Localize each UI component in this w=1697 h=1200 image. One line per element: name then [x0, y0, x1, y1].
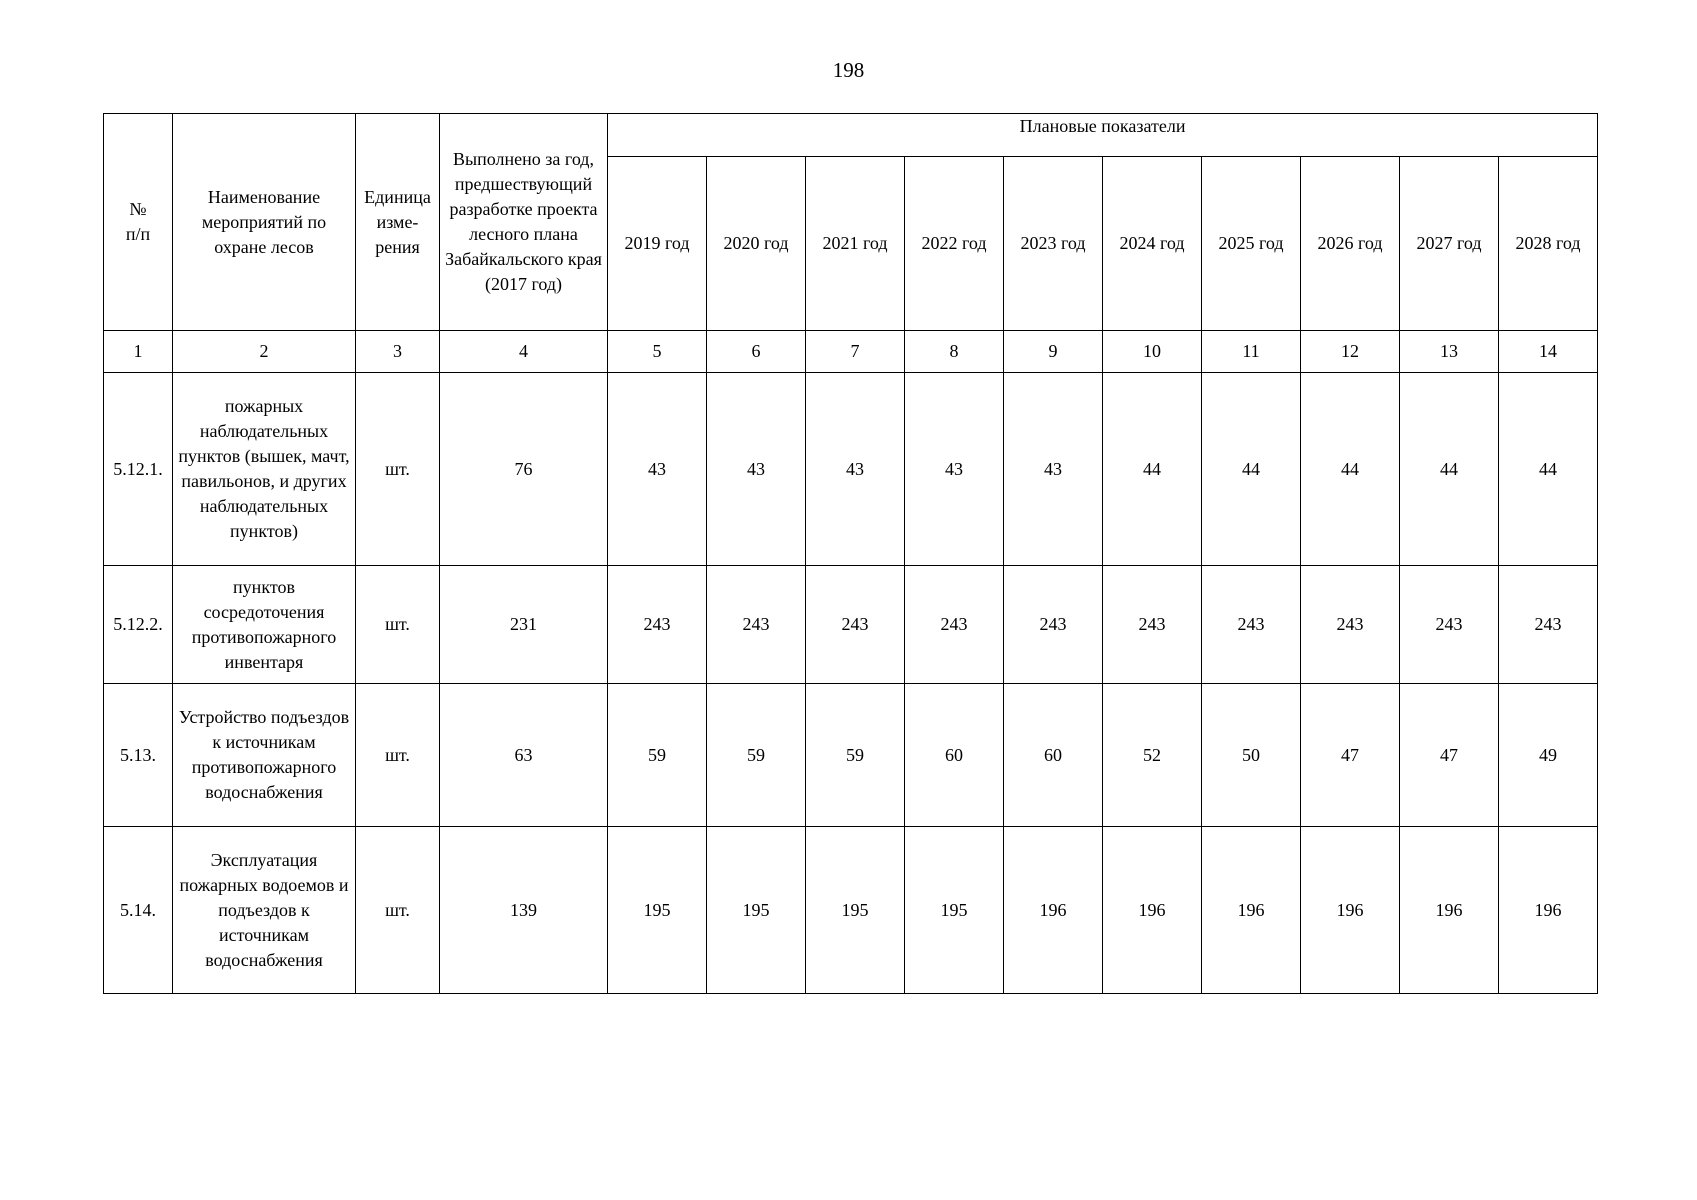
row-value: 59 — [806, 684, 905, 827]
header-year: 2026 год — [1301, 157, 1400, 331]
row-value: 43 — [608, 373, 707, 566]
header-year: 2019 год — [608, 157, 707, 331]
header-row-1 — [104, 114, 1598, 157]
column-number: 11 — [1202, 331, 1301, 373]
row-unit: шт. — [356, 684, 440, 827]
column-number: 8 — [905, 331, 1004, 373]
column-number: 6 — [707, 331, 806, 373]
header-year: 2020 год — [707, 157, 806, 331]
row-value: 243 — [1202, 566, 1301, 684]
header-number: № п/п — [104, 114, 173, 331]
header-year: 2025 год — [1202, 157, 1301, 331]
row-value: 59 — [707, 684, 806, 827]
row-number: 5.12.2. — [104, 566, 173, 684]
table-row — [104, 827, 1598, 994]
header-unit: Единица изме-рения — [356, 114, 440, 331]
column-number: 12 — [1301, 331, 1400, 373]
column-number: 3 — [356, 331, 440, 373]
row-value: 60 — [905, 684, 1004, 827]
row-name: Эксплуатация пожарных водоемов и подъездов к источникам водоснабжения — [173, 827, 356, 994]
row-value: 243 — [1004, 566, 1103, 684]
table-row — [104, 566, 1598, 684]
row-done: 63 — [440, 684, 608, 827]
row-value: 195 — [707, 827, 806, 994]
row-value: 44 — [1499, 373, 1598, 566]
table-row — [104, 373, 1598, 566]
row-value: 196 — [1400, 827, 1499, 994]
column-number: 1 — [104, 331, 173, 373]
row-number: 5.13. — [104, 684, 173, 827]
header-year: 2022 год — [905, 157, 1004, 331]
row-done: 76 — [440, 373, 608, 566]
header-year: 2028 год — [1499, 157, 1598, 331]
row-value: 243 — [1400, 566, 1499, 684]
row-unit: шт. — [356, 566, 440, 684]
column-number-row — [104, 331, 1598, 373]
column-number: 7 — [806, 331, 905, 373]
row-value: 50 — [1202, 684, 1301, 827]
row-number: 5.14. — [104, 827, 173, 994]
row-value: 196 — [1202, 827, 1301, 994]
row-value: 43 — [707, 373, 806, 566]
row-value: 44 — [1103, 373, 1202, 566]
row-value: 243 — [806, 566, 905, 684]
row-value: 47 — [1301, 684, 1400, 827]
row-value: 52 — [1103, 684, 1202, 827]
plan-indicators-table — [103, 113, 1598, 994]
column-number: 9 — [1004, 331, 1103, 373]
row-value: 43 — [806, 373, 905, 566]
row-value: 49 — [1499, 684, 1598, 827]
row-done: 231 — [440, 566, 608, 684]
row-value: 44 — [1400, 373, 1499, 566]
row-value: 196 — [1103, 827, 1202, 994]
header-done-2017: Выполнено за год, предшествующий разработке проекта лесного плана Забайкальского края (2017 год) — [440, 114, 608, 331]
column-number: 4 — [440, 331, 608, 373]
header-plan: Плановые показатели — [608, 114, 1598, 157]
row-name: Устройство подъездов к источникам противопожарного водоснабжения — [173, 684, 356, 827]
row-value: 47 — [1400, 684, 1499, 827]
row-value: 60 — [1004, 684, 1103, 827]
row-number: 5.12.1. — [104, 373, 173, 566]
row-unit: шт. — [356, 373, 440, 566]
row-value: 195 — [905, 827, 1004, 994]
row-value: 196 — [1301, 827, 1400, 994]
row-value: 243 — [1103, 566, 1202, 684]
row-value: 43 — [1004, 373, 1103, 566]
row-unit: шт. — [356, 827, 440, 994]
row-name: пожарных наблюдательных пунктов (вышек, мачт, павильонов, и других наблюдательных пунктов) — [173, 373, 356, 566]
row-value: 44 — [1301, 373, 1400, 566]
column-number: 2 — [173, 331, 356, 373]
row-value: 196 — [1499, 827, 1598, 994]
header-year: 2024 год — [1103, 157, 1202, 331]
row-value: 195 — [806, 827, 905, 994]
row-name: пунктов сосредоточения противопожарного инвентаря — [173, 566, 356, 684]
column-number: 13 — [1400, 331, 1499, 373]
row-value: 243 — [608, 566, 707, 684]
column-number: 14 — [1499, 331, 1598, 373]
row-value: 59 — [608, 684, 707, 827]
row-value: 243 — [905, 566, 1004, 684]
row-value: 196 — [1004, 827, 1103, 994]
row-value: 195 — [608, 827, 707, 994]
row-value: 243 — [1301, 566, 1400, 684]
header-year: 2027 год — [1400, 157, 1499, 331]
row-value: 243 — [707, 566, 806, 684]
row-done: 139 — [440, 827, 608, 994]
column-number: 5 — [608, 331, 707, 373]
row-value: 43 — [905, 373, 1004, 566]
page-number: 198 — [832, 58, 865, 82]
row-value: 44 — [1202, 373, 1301, 566]
table-row — [104, 684, 1598, 827]
header-year: 2023 год — [1004, 157, 1103, 331]
header-year: 2021 год — [806, 157, 905, 331]
column-number: 10 — [1103, 331, 1202, 373]
row-value: 243 — [1499, 566, 1598, 684]
header-name: Наименование мероприятий по охране лесов — [173, 114, 356, 331]
